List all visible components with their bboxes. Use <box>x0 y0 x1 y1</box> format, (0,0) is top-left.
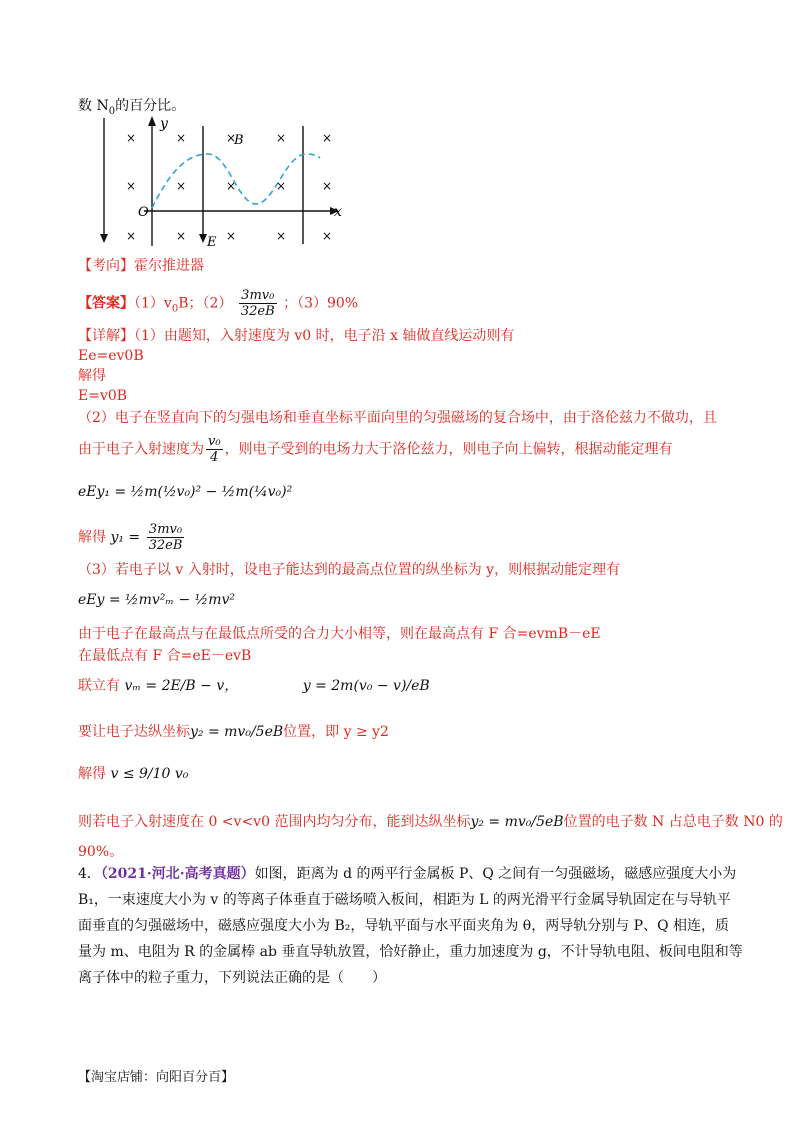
eq5: eEy = ½mv²ₘ − ½mv² <box>78 592 235 608</box>
y-axis-label: y <box>160 116 168 132</box>
svg-text:×: × <box>126 229 137 243</box>
conclusion-line2: 90%。 <box>78 844 124 860</box>
eq3: eEy₁ = ½m(½v₀)² − ½m(¼v₀)² <box>78 484 293 500</box>
svg-text:×: × <box>276 229 287 243</box>
detail-title: 【详解】（1）由题知，入射速度为 v0 时，电子沿 x 轴做直线运动则有 <box>78 328 515 344</box>
answer-line: 【答案】$(1)v_0B$；（2） $\frac{\text{3mv₀}}{32eB}$ ；（3）90% <box>78 288 359 319</box>
origin-label: O <box>138 205 149 220</box>
x-axis-label: x <box>334 204 342 220</box>
intro-line: 数 $N_0$的百分比。 <box>78 98 186 117</box>
part2-line1: （2）电子在竖直向下的匀强电场和垂直坐标平面向里的匀强磁场的复合场中，由于洛伦兹力不做功，且 <box>78 410 717 426</box>
eq1: Ee=ev0B <box>78 348 144 364</box>
svg-text:×: × <box>226 229 237 243</box>
part3-line1: （3）若电子以 v 入射时，设电子能达到的最高点位置的纵坐标为 y，则根据动能定理有 <box>78 562 621 578</box>
eq4-line: 解得 y₁ = $\frac{\text{3mv₀}}{32eB}$ <box>78 522 183 553</box>
part3-line3: 在最低点有 F 合=eE－evB <box>78 648 252 664</box>
svg-text:×: × <box>226 179 237 193</box>
svg-text:×: × <box>226 131 237 145</box>
b-label: B <box>234 133 244 148</box>
lianli-line: 联立有 vₘ = 2E/B − v， y = 2m(v₀ − v)/eB <box>78 678 430 694</box>
svg-text:×: × <box>126 131 137 145</box>
q4-line3: 面垂直的匀强磁场中，磁感应强度大小为 B₂，导轨平面与水平面夹角为 θ，两导轨分别与 P、Q 相连，质 <box>78 918 730 934</box>
svg-text:×: × <box>276 179 287 193</box>
q4-line2: B₁，一束速度大小为 v 的等离子体垂直于磁场喷入板间，相距为 L 的两光滑平行金属导轨固定在与导轨平 <box>78 892 731 908</box>
q4-line4: 量为 m、电阻为 R 的金属棒 ab 垂直导轨放置，恰好静止，重力加速度为 g，不计导轨电阻、板间电阻和等 <box>78 944 743 960</box>
part2-line2: 由于电子入射速度为 $\frac{\text{v₀}}{4}$ ，则电子受到的电场力大于洛伦兹力，则电子向上偏转，根据动能定理有 <box>78 434 673 465</box>
svg-text:×: × <box>276 131 287 145</box>
eq2: E=v0B <box>78 388 128 404</box>
eq7-line: 解得 v ≤ 9/10 v₀ <box>78 766 189 782</box>
svg-text:×: × <box>322 179 333 193</box>
part3-line2: 由于电子在最高点与在最低点所受的合力大小相等，则在最高点有 F 合=evmB－eE <box>78 626 601 642</box>
svg-text:×: × <box>322 131 333 145</box>
jiede1: 解得 <box>78 368 106 384</box>
svg-text:×: × <box>176 229 187 243</box>
svg-text:×: × <box>176 131 187 145</box>
answer-fraction: $\frac{\text{3mv₀}}{32eB}$ <box>240 288 275 319</box>
q4-line1: 4．（2021·河北·高考真题）如图，距离为 d 的两平行金属板 P、Q 之间有一匀强磁场，磁感应强度大小为 <box>78 866 737 882</box>
kaoxiang: 【考向】霍尔推进器 <box>78 258 204 274</box>
field-diagram <box>96 116 356 252</box>
footer: 【淘宝店铺：向阳百分百】 <box>78 1070 235 1085</box>
q4-line5: 离子体中的粒子重力，下列说法正确的是（ ） <box>78 970 386 986</box>
svg-text:×: × <box>322 229 333 243</box>
svg-text:×: × <box>126 179 137 193</box>
part3-line4: 要让电子达纵坐标y₂ = mv₀/5eB位置，即 y ≥ y2 <box>78 724 389 740</box>
conclusion-line1: 则若电子入射速度在 0 <v<v0 范围内均匀分布，能到达纵坐标y₂ = mv₀/5eB位置的电子数 N 占总电子数 N0 的 <box>78 814 783 830</box>
e-label: E <box>207 235 217 250</box>
svg-text:×: × <box>176 179 187 193</box>
